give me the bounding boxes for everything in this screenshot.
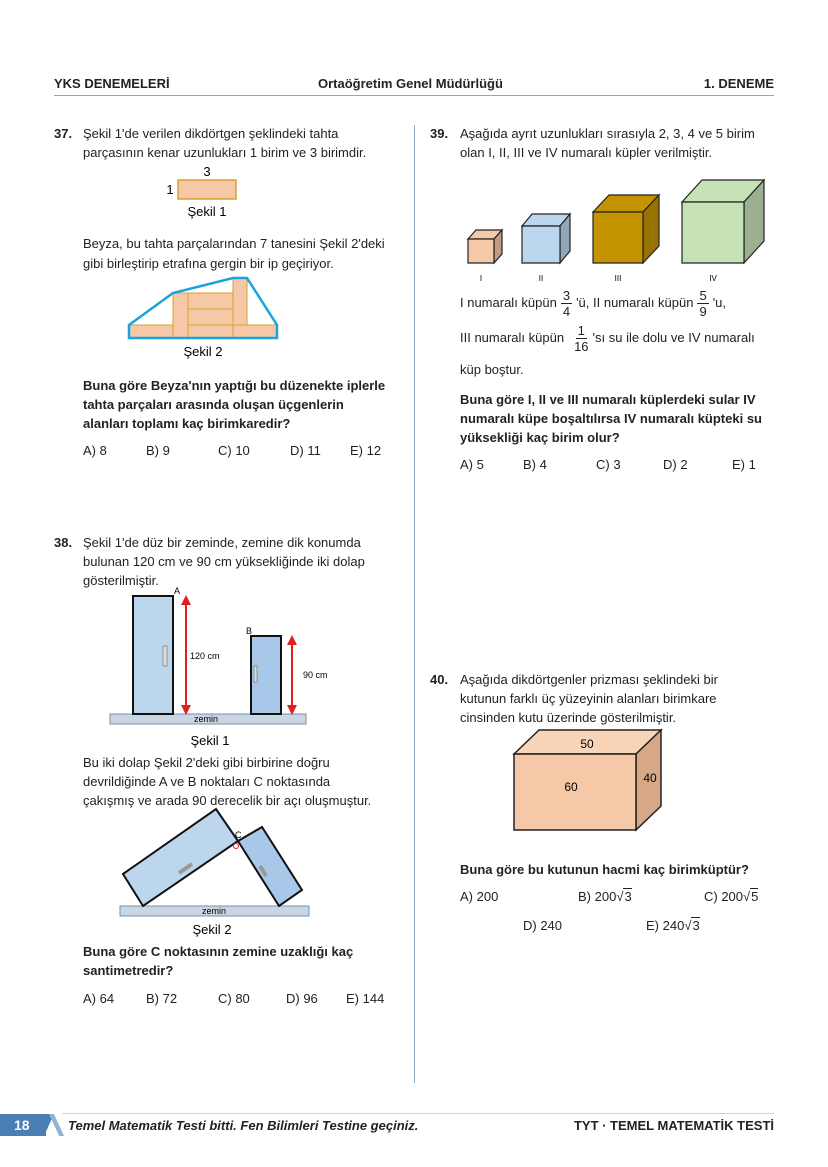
question-text: gibi birleştirip etrafına gergin bir ip geçiriyor. <box>83 256 334 271</box>
answer-option-c[interactable]: C) 3 <box>596 457 621 472</box>
question-prompt: alanları toplamı kaç birimkaredir? <box>83 416 291 431</box>
text: III numaralı küpün <box>460 329 565 345</box>
cube-label: III <box>614 274 622 283</box>
denominator: 16 <box>574 339 589 354</box>
question-number: 39. <box>430 126 449 141</box>
width-label: 1 <box>166 182 174 197</box>
answer-option-b[interactable]: B) 72 <box>146 991 178 1006</box>
figure-caption: Şekil 2 <box>183 344 223 359</box>
answer-option-b[interactable]: B) 4 <box>523 457 547 472</box>
question-text: Bu iki dolap Şekil 2'deki gibi birbirine doğru <box>83 755 330 770</box>
footer-divider <box>62 1113 774 1114</box>
header-right: 1. DENEME <box>703 76 774 91</box>
radicand: 3 <box>624 889 632 904</box>
question-prompt: Buna göre C noktasının zemine uzaklığı kaç <box>83 944 354 959</box>
answer-option-e[interactable]: E) 240√3 <box>646 918 700 933</box>
answer-option-d[interactable]: D) 96 <box>286 991 318 1006</box>
question-prompt: Buna göre Beyza'nın yaptığı bu düzenekte iplerle <box>83 378 386 393</box>
height-label: 90 cm <box>303 670 328 680</box>
answer-option-c[interactable]: C) 200√5 <box>704 889 759 904</box>
question-text: olan I, II, III ve IV numaralı küpler verilmiştir. <box>460 145 713 160</box>
figure-caption: Şekil 1 <box>190 733 230 748</box>
cube-label: IV <box>709 274 717 283</box>
length-label: 3 <box>203 164 211 179</box>
header-center: Ortaöğretim Genel Müdürlüğü <box>318 76 503 91</box>
answer-option-e[interactable]: E) 144 <box>346 991 385 1006</box>
answer-option-d[interactable]: D) 2 <box>663 457 688 472</box>
numerator: 1 <box>577 323 585 338</box>
cube-label: I <box>479 274 483 283</box>
question-prompt: yüksekliği kaç birim olur? <box>460 430 620 445</box>
figure-caption: Şekil 1 <box>187 204 227 219</box>
answer-option-b[interactable]: B) 9 <box>146 443 170 458</box>
question-text: Şekil 1'de verilen dikdörtgen şeklindeki tahta <box>83 126 339 141</box>
question-prompt: Buna göre I, II ve III numaralı küplerdeki sular IV <box>460 392 756 407</box>
question-text: kutunun farklı üç yüzeyinin alanları birimkare <box>460 691 717 706</box>
denominator: 9 <box>699 304 707 319</box>
question-text: bulunan 120 cm ve 90 cm yüksekliğinde iki dolap <box>83 554 365 569</box>
page-number: 18 <box>14 1117 30 1133</box>
text: B) 200 <box>578 889 617 904</box>
answer-option-c[interactable]: C) 10 <box>218 443 250 458</box>
question-number: 38. <box>54 535 73 550</box>
footer-message: Temel Matematik Testi bitti. Fen Bilimleri Testine geçiniz. <box>68 1118 419 1133</box>
radicand: 3 <box>692 918 700 933</box>
question-text: parçasının kenar uzunlukları 1 birim ve 3 birimdir. <box>83 145 367 160</box>
question-text: küp boştur. <box>460 362 524 377</box>
ground-label: zemin <box>193 714 219 724</box>
answer-option-a[interactable]: A) 5 <box>460 457 484 472</box>
radicand: 5 <box>751 889 759 904</box>
text: 'ü, II numaralı küpün <box>576 294 694 310</box>
question-text: cinsinden kutu üzerinde gösterilmiştir. <box>460 710 677 725</box>
answer-option-b[interactable]: B) 200√3 <box>578 889 632 904</box>
footer-test-name: TYT · TEMEL MATEMATİK TESTİ <box>573 1118 774 1133</box>
text: E) 240 <box>646 918 685 933</box>
side-area-label: 40 <box>643 771 657 785</box>
numerator: 3 <box>562 288 571 303</box>
question-prompt: Buna göre bu kutunun hacmi kaç birimküptür? <box>460 862 749 877</box>
front-area-label: 60 <box>564 780 578 794</box>
answer-option-e[interactable]: E) 12 <box>350 443 382 458</box>
answer-option-c[interactable]: C) 80 <box>218 991 250 1006</box>
question-number: 37. <box>54 126 73 141</box>
question-text: Beyza, bu tahta parçalarından 7 tanesini Şekil 2'deki <box>83 236 385 251</box>
figure-caption: Şekil 2 <box>192 922 232 937</box>
point-a-label: A <box>174 586 181 596</box>
question-text: çakışmış ve arada 90 derecelik bir açı oluşmuştur. <box>83 793 372 808</box>
question-text: Şekil 1'de düz bir zeminde, zemine dik konumda <box>83 535 361 550</box>
answer-option-a[interactable]: A) 200 <box>460 889 499 904</box>
point-c-label: C <box>235 830 242 840</box>
denominator: 4 <box>562 304 571 319</box>
question-prompt: tahta parçaları arasında oluşan üçgenlerin <box>83 397 344 412</box>
point-b-label: B <box>246 626 253 636</box>
question-prompt: santimetredir? <box>83 963 174 978</box>
question-text: Aşağıda dikdörtgenler prizması şeklindeki bir <box>460 672 718 687</box>
header-left: YKS DENEMELERİ <box>54 76 170 91</box>
answer-option-e[interactable]: E) 1 <box>732 457 756 472</box>
answer-option-a[interactable]: A) 64 <box>83 991 115 1006</box>
answer-option-d[interactable]: D) 240 <box>523 918 563 933</box>
text: C) 200 <box>704 889 744 904</box>
question-text: Aşağıda ayrıt uzunlukları sırasıyla 2, 3, 4 ve 5 birim <box>460 126 755 141</box>
question-text: gösterilmiştir. <box>83 573 159 588</box>
answer-option-d[interactable]: D) 11 <box>290 443 321 458</box>
numerator: 5 <box>699 288 707 303</box>
question-number: 40. <box>430 672 449 687</box>
question-text: devrildiğinde A ve B noktaları C noktasında <box>83 774 331 789</box>
question-prompt: numaralı küpe boşaltılırsa IV numaralı küpteki su <box>460 411 762 426</box>
height-label: 120 cm <box>190 651 220 661</box>
top-area-label: 50 <box>580 737 594 751</box>
text: 'sı su ile dolu ve IV numaralı <box>592 329 755 345</box>
text: I numaralı küpün <box>460 294 557 310</box>
answer-option-a[interactable]: A) 8 <box>83 443 107 458</box>
cube-label: II <box>538 274 544 283</box>
ground-label: zemin <box>201 906 227 916</box>
text: 'u, <box>712 294 727 310</box>
